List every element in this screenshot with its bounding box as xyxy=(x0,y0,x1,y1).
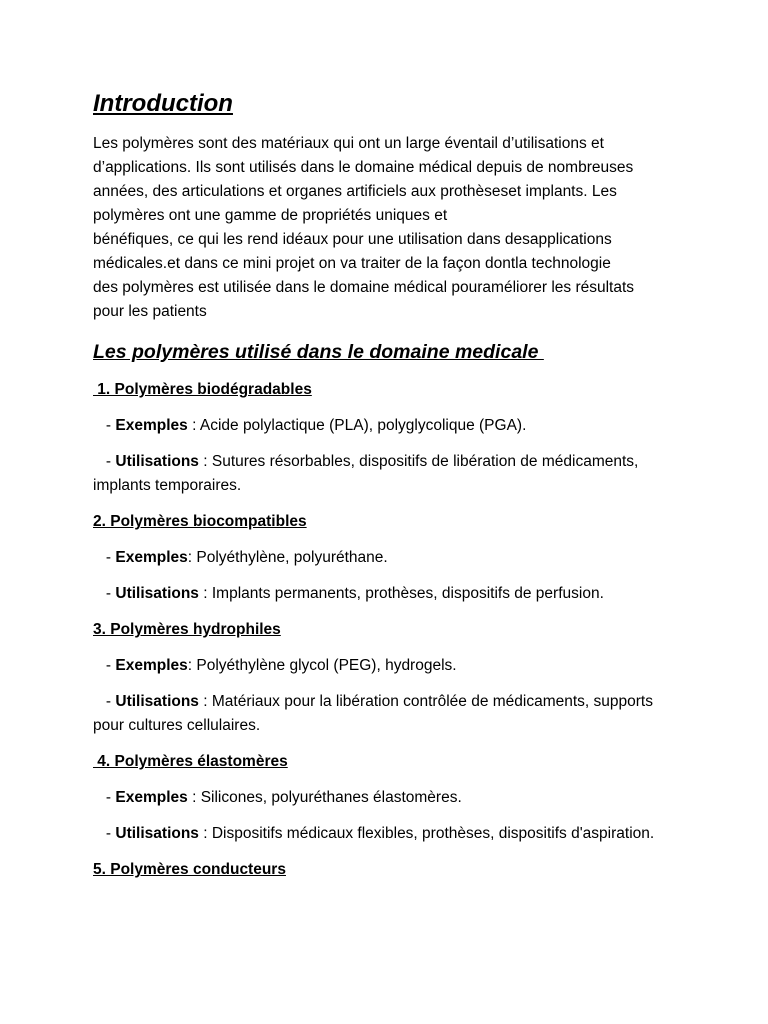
examples-label: Exemples xyxy=(115,417,188,434)
intro-line: pour les patients xyxy=(93,303,207,320)
examples-sep: : xyxy=(187,789,201,806)
examples-text: Polyéthylène, polyuréthane. xyxy=(196,549,388,566)
examples-label: Exemples xyxy=(115,789,188,806)
uses-item: - Utilisations : Dispositifs médicaux flexibles, prothèses, dispositifs d'aspiration. xyxy=(93,825,655,842)
intro-line: années, des articulations et organes artificiels aux prothèseset implants. Les xyxy=(93,183,617,200)
polymer-section xyxy=(93,378,683,498)
examples-sep: : xyxy=(187,657,197,674)
examples-text: Acide polylactique (PLA), polyglycolique (PGA). xyxy=(199,417,527,434)
uses-label: Utilisations xyxy=(115,693,199,710)
examples-sep: : xyxy=(187,417,200,434)
uses-text: Implants permanents, prothèses, dispositifs de perfusion. xyxy=(211,585,604,602)
document-page xyxy=(93,88,683,894)
uses-sep: : xyxy=(198,585,212,602)
examples-item: - Exemples: Polyéthylène, polyuréthane. xyxy=(93,549,388,566)
section-title: 3. Polymères hydrophiles xyxy=(93,621,281,638)
uses-label: Utilisations xyxy=(115,825,199,842)
intro-line: Les polymères sont des matériaux qui ont un large éventail d’utilisations et xyxy=(93,135,604,152)
section-heading: Les polymères utilisé dans le domaine medicale xyxy=(93,341,544,363)
intro-line: d’applications. Ils sont utilisés dans le domaine médical depuis de nombreuses xyxy=(93,159,634,176)
examples-text: Polyéthylène glycol (PEG), hydrogels. xyxy=(196,657,457,674)
examples-text: Silicones, polyuréthanes élastomères. xyxy=(200,789,462,806)
examples-item: - Exemples : Silicones, polyuréthanes élastomères. xyxy=(93,789,462,806)
examples-label: Exemples xyxy=(115,657,188,674)
uses-item: - Utilisations : Matériaux pour la libération contrôlée de médicaments, supports pour cultures cellulaires. xyxy=(93,693,653,734)
section-title: 4. Polymères élastomères xyxy=(93,753,288,770)
uses-item: - Utilisations : Implants permanents, prothèses, dispositifs de perfusion. xyxy=(93,585,604,602)
uses-label: Utilisations xyxy=(115,453,199,470)
intro-line: polymères ont une gamme de propriétés uniques et xyxy=(93,207,448,224)
polymer-section xyxy=(93,750,683,846)
examples-item: - Exemples : Acide polylactique (PLA), polyglycolique (PGA). xyxy=(93,417,527,434)
uses-text: Matériaux pour la libération contrôlée de médicaments, supports pour cultures cellulaires. xyxy=(93,693,653,734)
section-title: 1. Polymères biodégradables xyxy=(93,381,312,398)
polymer-section xyxy=(93,618,683,738)
section-title: 2. Polymères biocompatibles xyxy=(93,513,307,530)
examples-item: - Exemples: Polyéthylène glycol (PEG), hydrogels. xyxy=(93,657,457,674)
intro-line: médicales.et dans ce mini projet on va traiter de la façon dontla technologie xyxy=(93,255,611,272)
uses-text: Dispositifs médicaux flexibles, prothèses, dispositifs d'aspiration. xyxy=(211,825,655,842)
uses-sep: : xyxy=(198,693,212,710)
section-title: 5. Polymères conducteurs xyxy=(93,861,286,878)
uses-sep: : xyxy=(198,825,212,842)
intro-line: bénéfiques, ce qui les rend idéaux pour une utilisation dans desapplications xyxy=(93,231,612,248)
examples-label: Exemples xyxy=(115,549,188,566)
polymer-section xyxy=(93,858,683,882)
uses-label: Utilisations xyxy=(115,585,199,602)
intro-line: des polymères est utilisée dans le domaine médical pouraméliorer les résultats xyxy=(93,279,635,296)
page-title: Introduction xyxy=(93,90,233,117)
examples-sep: : xyxy=(187,549,197,566)
polymer-section xyxy=(93,510,683,606)
intro-paragraph xyxy=(93,132,683,324)
uses-sep: : xyxy=(198,453,212,470)
uses-text: Sutures résorbables, dispositifs de libération de médicaments, implants temporaires. xyxy=(93,453,639,494)
uses-item: - Utilisations : Sutures résorbables, dispositifs de libération de médicaments, implants temporaires. xyxy=(93,453,639,494)
